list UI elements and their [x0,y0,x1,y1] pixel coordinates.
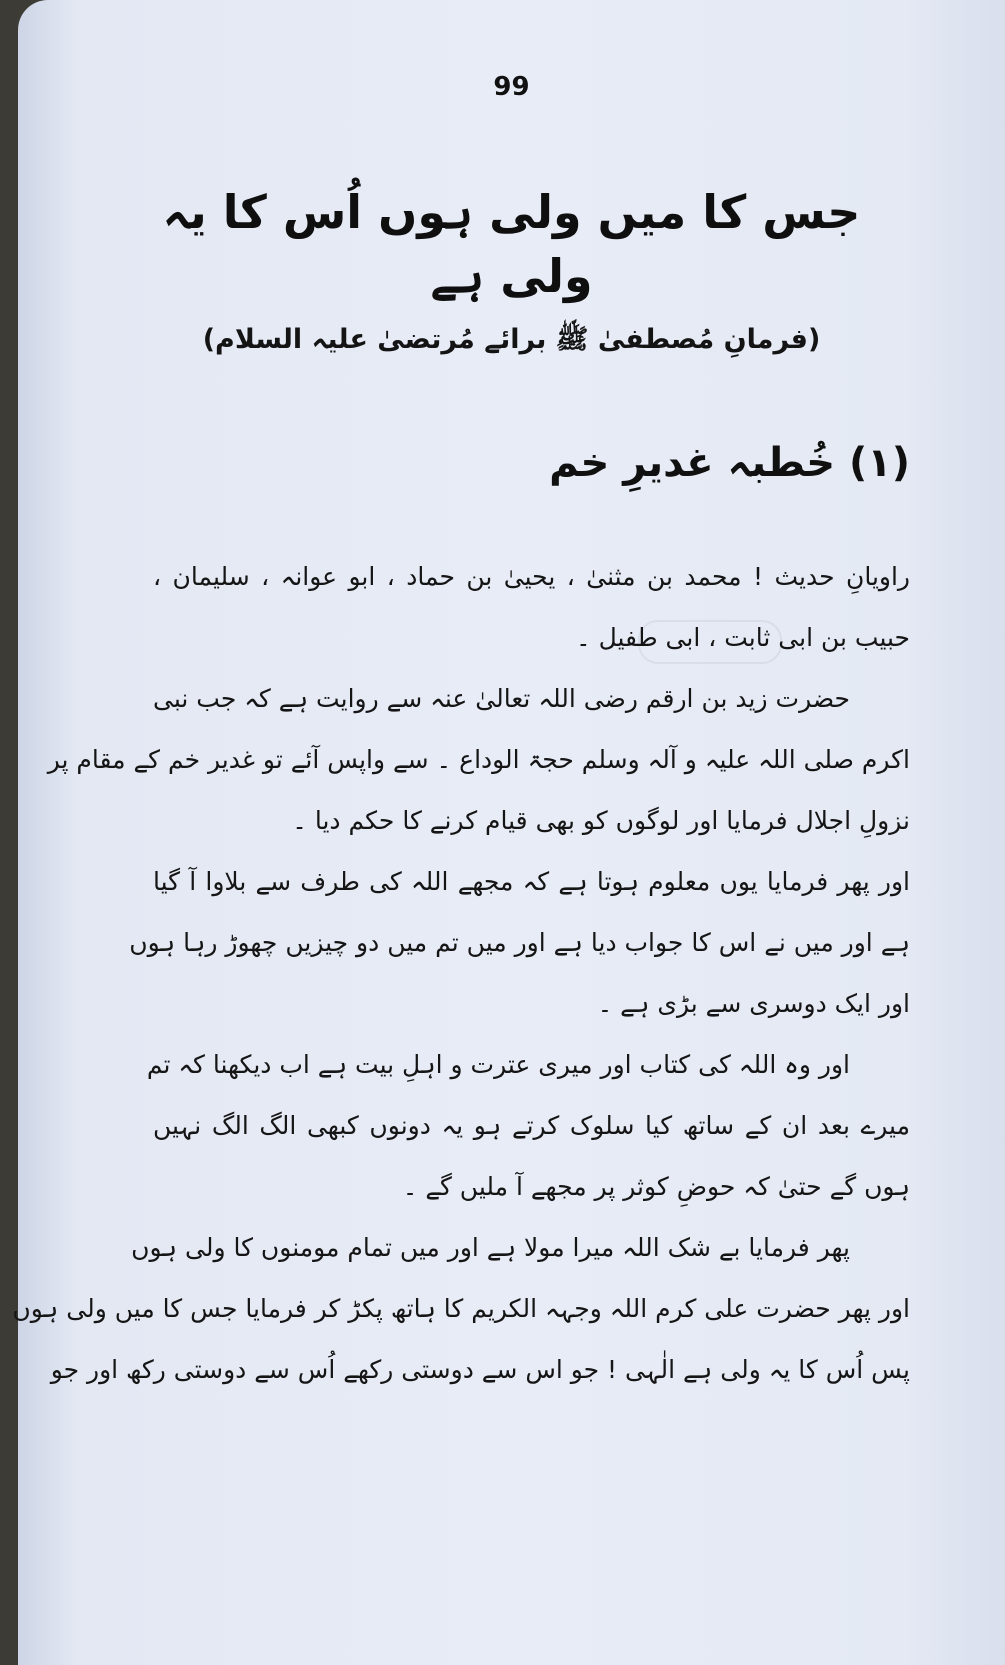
text-line: نزولِ اجلال فرمایا اور لوگوں کو بھی قیام کرنے کا حکم دیا ۔ [292,806,910,835]
text-line: اور پھر فرمایا یوں معلوم ہوتا ہے کہ مجھے اللہ کی طرف سے بلاوا آ گیا [153,867,910,896]
text-line: اور ایک دوسری سے بڑی ہے ۔ [597,989,910,1018]
text-line: میرے بعد ان کے ساتھ کیا سلوک کرتے ہو یہ دونوں کبھی الگ الگ نہیں [153,1111,910,1140]
body-text [12,546,910,1400]
chapter-title: جس کا میں ولی ہوں اُس کا یہ ولی ہے [162,185,861,303]
text-line: اور وہ اللہ کی کتاب اور میری عترت و اہلِ بیت ہے اب دیکھنا کہ تم [146,1050,850,1079]
book-page [12,0,1005,1665]
section-heading: (۱) خُطبہ غدیرِ خم [549,440,910,486]
chapter-subtitle: (فرمانِ مُصطفیٰ ﷺ برائے مُرتضیٰ علیہ السلام) [202,324,821,355]
text-line: حبیب بن ابی ثابت ، ابی طفیل ۔ [575,623,910,652]
text-line: ہوں گے حتیٰ کہ حوضِ کوثر پر مجھے آ ملیں گے ۔ [402,1172,910,1201]
page-number: 99 [493,72,530,102]
text-line: حضرت زید بن ارقم رضی اللہ تعالیٰ عنہ سے روایت ہے کہ جب نبی [153,684,850,713]
text-line: اکرم صلی اللہ علیہ و آلہ وسلم حجۃ الوداع ۔ سے واپس آئے تو غدیر خم کے مقام پر [47,745,910,774]
text-line: اور پھر حضرت علی کرم اللہ وجہہ الکریم کا ہاتھ پکڑ کر فرمایا جس کا میں ولی ہوں [12,1294,910,1323]
text-line: پھر فرمایا بے شک اللہ میرا مولا ہے اور میں تمام مومنوں کا ولی ہوں [131,1233,850,1262]
text-line: پس اُس کا یہ ولی ہے الٰہی ! جو اس سے دوستی رکھے اُس سے دوستی رکھ اور جو [50,1355,910,1384]
text-line: ہے اور میں نے اس کا جواب دیا ہے اور میں تم میں دو چیزیں چھوڑ رہا ہوں [129,928,910,957]
text-line: راویانِ حدیث ! محمد بن مثنیٰ ، یحییٰ بن حماد ، ابو عوانہ ، سلیمان ، [153,562,910,591]
